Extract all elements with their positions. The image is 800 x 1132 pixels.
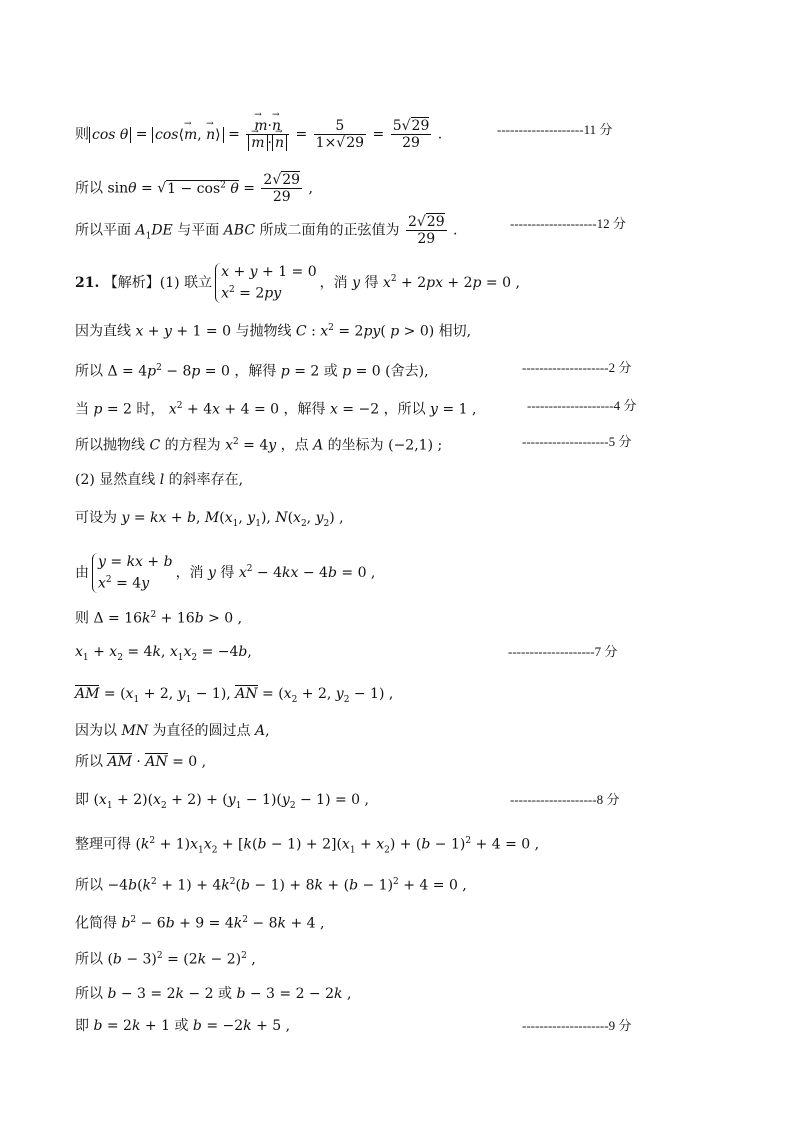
solution-line-18: 整理可得 $(k^2 + 1)x_1x_2 + [k(b - 1) + 2](x_1 + x_2) + (b - 1)^2 + 4 = 0$ , <box>75 836 540 856</box>
solution-line-16: 所以 AM · AN = 0 , <box>75 754 207 770</box>
solution-line-12: 则 $\Delta = 16k^2 + 16b > 0$ , <box>75 610 243 627</box>
score-mark-9: --------------------9 分 <box>522 1018 632 1033</box>
solution-line-6: 所以 $\Delta = 4p^2 - 8p = 0$ ，解得 p = 2 或 p = 0 (舍去), <box>75 363 429 380</box>
solution-line-17: 即 $(x_1 + 2)(x_2 + 2) + (y_1 - 1)(y_2 - 1) = 0$ , <box>75 792 369 811</box>
solution-line-20: 化简得 $b^2 - 6b + 9 = 4k^2 - 8k + 4$ , <box>75 915 325 932</box>
score-mark-7: --------------------7 分 <box>508 644 618 659</box>
solution-line-21: 所以 $(b - 3)^2 = (2k - 2)^2$ , <box>75 951 256 968</box>
solution-line-8: 所以抛物线 C 的方程为 $x^2 = 4y$ ，点 A 的坐标为 (−2,1) ; <box>75 437 443 454</box>
solution-line-14: AM = ($x_1 + 2$, $y_1 - 1$), AN = ($x_2 + 2$, $y_2 - 1$) , <box>75 686 394 705</box>
score-mark-5: --------------------5 分 <box>522 434 632 449</box>
solution-line-13: $x_1 + x_2 = 4k$, $x_1x_2 = -4b$, <box>75 644 252 663</box>
score-mark-11: --------------------11 分 <box>497 122 613 137</box>
score-mark-4: --------------------4 分 <box>527 398 637 413</box>
score-mark-2: --------------------2 分 <box>522 360 632 375</box>
solution-line-22: 所以 b − 3 = 2k − 2 或 b − 3 = 2 − 2k , <box>75 986 352 1002</box>
solution-line-2: 所以 $\sin\theta = √1 - \cos^2 \theta$ = $\frac{2√29}{29}$ , <box>75 172 313 205</box>
solution-line-7: 当 p = 2 时， $x^2 + 4x + 4 = 0$ ，解得 x = −2 ，所以 y = 1 , <box>75 401 477 418</box>
solution-line-11: 由 y = kx + b $x^2 = 4y$ ，消 y 得 $x^2 - 4kx - 4b = 0$ , <box>75 554 376 592</box>
solution-line-15: 因为以 MN 为直径的圆过点 A, <box>75 723 270 739</box>
solution-line-3: 所以平面 $A_1DE$ 与平面 ABC 所成二面角的正弦值为 $\frac{2√29}{29}$ . <box>75 214 458 247</box>
solution-line-9: (2) 显然直线 l 的斜率存在, <box>75 472 244 488</box>
solution-line-10: 可设为 y = kx + b, $M(x_1$, $y_1$), $N(x_2$, $y_2$) , <box>75 510 344 529</box>
solution-line-19: 所以 $-4b(k^2 + 1) + 4k^2(b - 1) + 8k + (b - 1)^2 + 4 = 0$ , <box>75 877 467 894</box>
solution-line-23: 即 b = 2k + 1 或 b = −2k + 5 , <box>75 1018 291 1034</box>
solution-line-1: 则 cos θ = cos⟨→ m, → n⟩ = → m·→ n → m ·→ n = $\frac{5}{1\times√29}$ = $\frac{5√29}{29}$ . <box>75 118 442 151</box>
solution-line-4: 21. 【解析】(1) 联立 x + y + 1 = 0 $x^2 = 2py$ ，消 y 得 $x^2 + 2px + 2p = 0$ , <box>75 264 520 302</box>
score-mark-8: --------------------8 分 <box>510 792 620 807</box>
solution-line-5: 因为直线 x + y + 1 = 0 与抛物线 C : $x^2 = 2py$( p > 0) 相切, <box>75 323 472 340</box>
score-mark-12: --------------------12 分 <box>510 216 626 231</box>
